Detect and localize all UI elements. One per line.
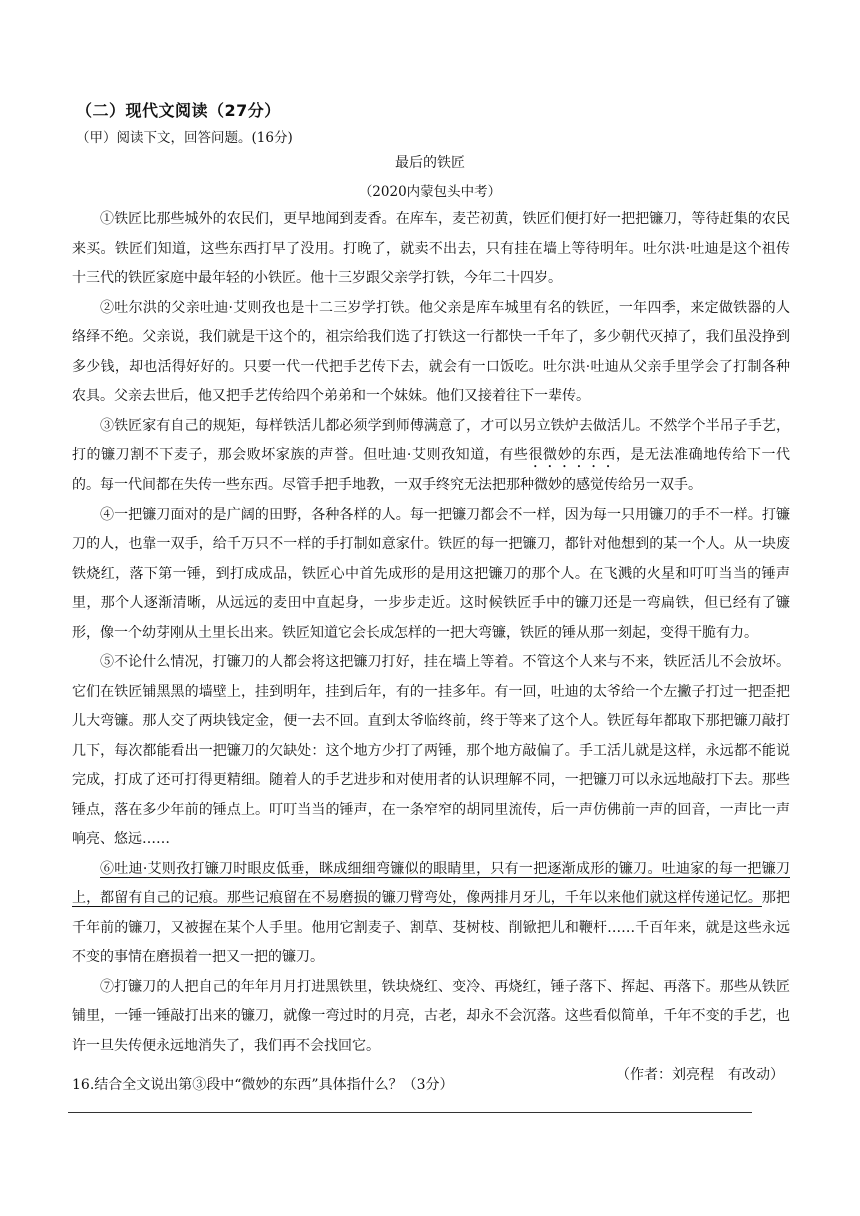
section-heading: （二）现代文阅读（27分）	[76, 101, 281, 120]
paragraph-3-text-before: ③铁匠家有自己的规矩，每样铁活儿都必须学到师傅满意了，才可以另立铁炉去做活儿。不然学个半吊子手艺，打的镰刀割不下麦子，那会败坏家族的声誉。但吐迪·艾则孜知道，有些	[72, 417, 790, 463]
underlined-sentence: ⑥吐迪·艾则孜打镰刀时眼皮低垂，眯成细细弯镰似的眼睛里，只有一把逐渐成形的镰刀。吐迪家的每一把镰刀上，都留有自己的记痕。那些记痕留在不易磨损的镰刀臂弯处，像两排月牙儿，千年以来他们就这样传递记忆。	[72, 860, 790, 906]
paragraph-6-text-rest: 那把千年前的镰刀，又被握在某个人手里。他用它割麦子、割草、芟树枝、削锨把儿和鞭杆……千百年来，就是这些永远不变的事情在磨损着一把又一把的镰刀。	[72, 890, 791, 965]
paragraph-4: ④一把镰刀面对的是广阔的田野，各种各样的人。每一把镰刀都会不一样，因为每一只用镰刀的手不一样。打镰刀的人，也靠一双手，给千万只不一样的手打制如意家什。铁匠的每一把镰刀，都针对他想到的某一个人。从一块废铁烧红，落下第一锤，到打成成品，铁匠心中首先成形的是用这把镰刀的那个人。在飞溅的火星和叮叮当当的锤声里，那个人逐渐清晰，从远远的麦田中直起身，一步步走近。这时候铁匠手中的镰刀还是一弯扁铁，但已经有了镰形，像一个幼芽刚从土里长出来。铁匠知道它会长成怎样的一把大弯镰，铁匠的锤从那一刻起，变得干脆有力。	[72, 506, 790, 641]
article-source: （2020内蒙包头中考）	[358, 184, 502, 200]
paragraph-6	[72, 855, 790, 973]
paragraph-3	[72, 412, 790, 501]
paragraph-2: ②吐尔洪的父亲吐迪·艾则孜也是十二三岁学打铁。他父亲是库车城里有名的铁匠，一年四季，来定做铁器的人络绎不绝。父亲说，我们就是干这个的，祖宗给我们选了打铁这一行都快一千年了，多少朝代灭掉了，我们虽没挣到多少钱，却也活得好好的。只要一代一代把手艺传下去，就会有一口饭吃。吐尔洪·吐迪从父亲手里学会了打制各种农具。父亲去世后，他又把手艺传给四个弟弟和一个妹妹。他们又接着往下一辈传。	[72, 299, 790, 404]
article-body	[72, 205, 790, 1091]
paragraph-7: ⑦打镰刀的人把自己的年年月月打进黑铁里，铁块烧红、变冷、再烧红，锤子落下、挥起、再落下。那些从铁匠铺里，一锤一锤敲打出来的镰刀，就像一弯过时的月亮，古老，却永不会沉落。这些看似简单，千年不变的手艺，也许一旦失传便永远地消失了，我们再不会找回它。	[72, 978, 790, 1054]
question-16: 16.结合全文说出第③段中“微妙的东西”具体指什么？（3分）	[72, 1077, 454, 1093]
author-byline: （作者：刘亮程 有改动）	[616, 1067, 784, 1083]
paragraph-5: ⑤不论什么情况，打镰刀的人都会将这把镰刀打好，挂在墙上等着。不管这个人来与不来，铁匠活儿不会放坏。它们在铁匠铺黑黑的墙壁上，挂到明年，挂到后年，有的一挂多年。有一回，吐迪的太爷给一个左撇子打过一把歪把儿大弯镰。那人交了两块钱定金，便一去不回。直到太爷临终前，终于等来了这个人。铁匠每年都取下那把镰刀敲打几下，每次都能看出一把镰刀的欠缺处：这个地方少打了两锤，那个地方敲偏了。手工活儿就是这样，永远都不能说完成，打成了还可打得更精细。随着人的手艺进步和对使用者的认识理解不同，一把镰刀可以永远地敲打下去。那些锤点，落在多少年前的锤点上。叮叮当当的锤声，在一条窄窄的胡同里流传，后一声仿佛前一声的回音，一声比一声响亮、悠远……	[72, 654, 790, 847]
reading-instruction: （甲）阅读下文，回答问题。(16分)	[76, 130, 293, 146]
emphasized-phrase: 很微妙的东西	[528, 447, 616, 463]
paragraph-3-text-after: ，是无法准确地传给下一代的。每一代间都在失传一些东西。尽管手把手地教，一双手终究无法把那种微妙的感觉传给另一双手。	[72, 447, 791, 493]
answer-line[interactable]	[68, 1112, 752, 1113]
paragraph-1: ①铁匠比那些城外的农民们，更早地闻到麦香。在库车，麦芒初黄，铁匠们便打好一把把镰刀，等待赶集的农民来买。铁匠们知道，这些东西打早了没用。打晚了，就卖不出去，只有挂在墙上等待明年。吐尔洪·吐迪是这个祖传十三代的铁匠家庭中最年轻的小铁匠。他十三岁跟父亲学打铁，今年二十四岁。	[72, 211, 790, 286]
article-title: 最后的铁匠	[395, 155, 465, 171]
